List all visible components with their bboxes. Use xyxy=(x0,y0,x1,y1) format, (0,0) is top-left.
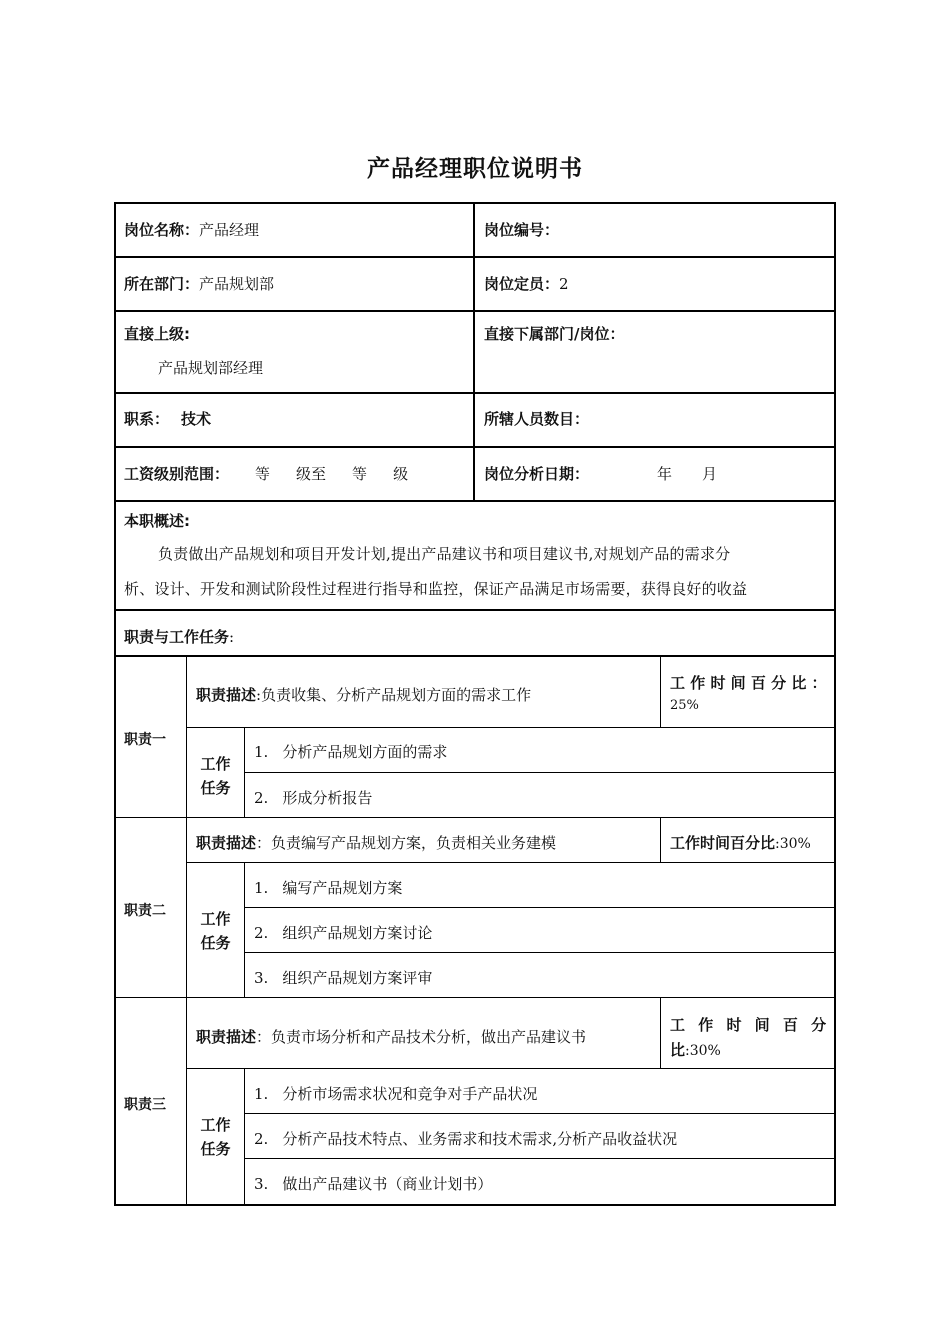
headcount-label: 岗位定员： xyxy=(484,275,560,293)
duty-1-task-label xyxy=(187,752,244,800)
duty-1-time-value: 25% xyxy=(670,698,699,713)
duty-3-desc-divider xyxy=(186,1068,836,1069)
duty-2-task-2 xyxy=(254,922,432,943)
duty-2-desc-label: 职责描述 xyxy=(196,834,257,852)
duty-1-name: 职责一 xyxy=(124,732,166,748)
series-label: 职系： xyxy=(124,410,170,428)
duty-2-name: 职责二 xyxy=(124,903,166,919)
salary-grade-end: 级 xyxy=(393,465,409,483)
duty-1-desc-text: 负责收集、分析产品规划方面的需求工作 xyxy=(261,686,532,704)
task-text: 组织产品规划方案讨论 xyxy=(282,924,433,942)
superior-value: 产品规划部经理 xyxy=(158,359,264,377)
task-number: 1. xyxy=(254,743,269,761)
post-name-value: 产品经理 xyxy=(199,221,260,239)
row-divider xyxy=(114,310,836,312)
task-label-line-2: 任务 xyxy=(200,934,231,952)
duty-3-desc-colon: ： xyxy=(256,1028,272,1046)
analysis-year: 年 xyxy=(657,465,673,483)
duty-1-desc xyxy=(196,684,531,705)
analysis-date-cell xyxy=(484,463,717,484)
headcount-value: 2 xyxy=(559,275,569,293)
duty-2-task-3 xyxy=(254,967,432,988)
duty-2-task-row-divider xyxy=(244,952,836,953)
duty-3-task-row-divider xyxy=(244,1113,836,1114)
duty-1-desc-divider xyxy=(186,727,836,728)
duty-1-task-2 xyxy=(254,787,372,808)
task-label-line-1: 工作 xyxy=(200,910,231,928)
duty-2-task-label xyxy=(187,907,244,955)
duty-3-time-label-line-1: 工 作 时 间 百 分 xyxy=(670,1016,831,1034)
salary-grade-to: 等 xyxy=(352,465,368,483)
duty-3-task-row-divider xyxy=(244,1158,836,1159)
duty-1-desc-label: 职责描述 xyxy=(196,686,257,704)
duty-3-time-line-2 xyxy=(670,1039,721,1060)
summary-line-2: 析、设计、开发和测试阶段性过程进行指导和监控，保证产品满足市场需要，获得良好的收益 xyxy=(124,580,748,598)
duty-2-time xyxy=(670,832,811,853)
duty-3-task-divider xyxy=(244,1068,245,1205)
duty-2-desc-text: 负责编写产品规划方案，负责相关业务建模 xyxy=(271,834,557,852)
staff-count-label: 所辖人员数目： xyxy=(484,410,590,428)
column-divider xyxy=(473,202,475,502)
duty-2-time-value: :30% xyxy=(775,836,811,852)
duty-2-task-divider xyxy=(244,862,245,997)
duty-2-time-label: 工作时间百分比 xyxy=(670,834,776,852)
task-text: 分析产品规划方面的需求 xyxy=(282,743,448,761)
duties-header-colon: : xyxy=(229,628,235,646)
task-text: 分析市场需求状况和竞争对手产品状况 xyxy=(282,1085,538,1103)
post-name-cell xyxy=(124,219,259,240)
task-label-line-1: 工作 xyxy=(200,755,231,773)
duty-2-desc xyxy=(196,832,556,853)
task-text: 形成分析报告 xyxy=(282,789,373,807)
row-divider xyxy=(114,256,836,258)
duty-3-time-label-line-2: 比 xyxy=(670,1041,686,1059)
task-text: 做出产品建议书（商业计划书） xyxy=(282,1175,493,1193)
salary-grade-to-label: 级至 xyxy=(296,465,327,483)
duty-3-desc-label: 职责描述 xyxy=(196,1028,257,1046)
row-divider xyxy=(114,609,836,611)
duty-3-time-value: :30% xyxy=(685,1043,721,1059)
task-text: 分析产品技术特点、业务需求和技术需求,分析产品收益状况 xyxy=(282,1130,678,1148)
duty-2-time-divider xyxy=(660,817,661,862)
task-label-line-2: 任务 xyxy=(200,779,231,797)
duty-2-task-1 xyxy=(254,877,402,898)
row-divider xyxy=(114,655,836,657)
duty-divider xyxy=(114,997,836,998)
task-number: 1. xyxy=(254,879,269,897)
task-text: 编写产品规划方案 xyxy=(282,879,403,897)
duty-1-desc-colon: : xyxy=(256,686,262,704)
duty-3-desc-text: 负责市场分析和产品技术分析，做出产品建议书 xyxy=(271,1028,587,1046)
task-number: 3. xyxy=(254,1175,269,1193)
dept-value: 产品规划部 xyxy=(199,275,275,293)
task-number: 2. xyxy=(254,924,269,942)
salary-grade-from: 等 xyxy=(255,465,271,483)
duty-2-desc-colon: ： xyxy=(256,834,272,852)
duty-3-task-label xyxy=(187,1113,244,1161)
duties-header-label: 职责与工作任务 xyxy=(124,628,230,646)
headcount-cell xyxy=(484,273,569,294)
duty-divider xyxy=(114,817,836,818)
salary-cell xyxy=(124,463,408,484)
duty-3-desc xyxy=(196,1026,586,1047)
row-divider xyxy=(114,392,836,394)
analysis-month: 月 xyxy=(702,465,718,483)
duty-1-time-label: 工 作 时 间 百 分 比 ： xyxy=(670,674,827,692)
page-title: 产品经理职位说明书 xyxy=(367,156,583,182)
task-number: 2. xyxy=(254,789,269,807)
task-label-line-1: 工作 xyxy=(200,1116,231,1134)
summary-label: 本职概述: xyxy=(124,512,190,530)
post-name-label: 岗位名称： xyxy=(124,221,200,239)
task-text: 组织产品规划方案评审 xyxy=(282,969,433,987)
series-value: 技术 xyxy=(181,410,212,428)
task-number: 3. xyxy=(254,969,269,987)
duty-2-task-row-divider xyxy=(244,907,836,908)
duty-3-name: 职责三 xyxy=(124,1097,166,1113)
post-code-label: 岗位编号： xyxy=(484,221,560,239)
duty-3-task-1 xyxy=(254,1083,537,1104)
duty-2-desc-divider xyxy=(186,862,836,863)
dept-cell xyxy=(124,273,274,294)
duty-1-task-1 xyxy=(254,741,447,762)
duties-header xyxy=(124,626,234,647)
task-number: 1. xyxy=(254,1085,269,1103)
subordinate-label: 直接下属部门/岗位： xyxy=(484,325,625,343)
duty-1-task-row-divider xyxy=(244,772,836,773)
salary-label: 工资级别范围： xyxy=(124,465,230,483)
row-divider xyxy=(114,446,836,448)
dept-label: 所在部门： xyxy=(124,275,200,293)
row-divider xyxy=(114,500,836,502)
series-cell xyxy=(124,408,211,429)
summary-line-1: 负责做出产品规划和项目开发计划,提出产品建议书和项目建议书,对规划产品的需求分 xyxy=(158,545,731,563)
task-label-line-2: 任务 xyxy=(200,1140,231,1158)
duty-3-task-2 xyxy=(254,1128,677,1149)
task-number: 2. xyxy=(254,1130,269,1148)
duty-3-time-divider xyxy=(660,997,661,1068)
duty-3-task-3 xyxy=(254,1173,492,1194)
duty-1-time-divider xyxy=(660,656,661,727)
superior-label: 直接上级: xyxy=(124,325,190,343)
analysis-date-label: 岗位分析日期： xyxy=(484,465,590,483)
